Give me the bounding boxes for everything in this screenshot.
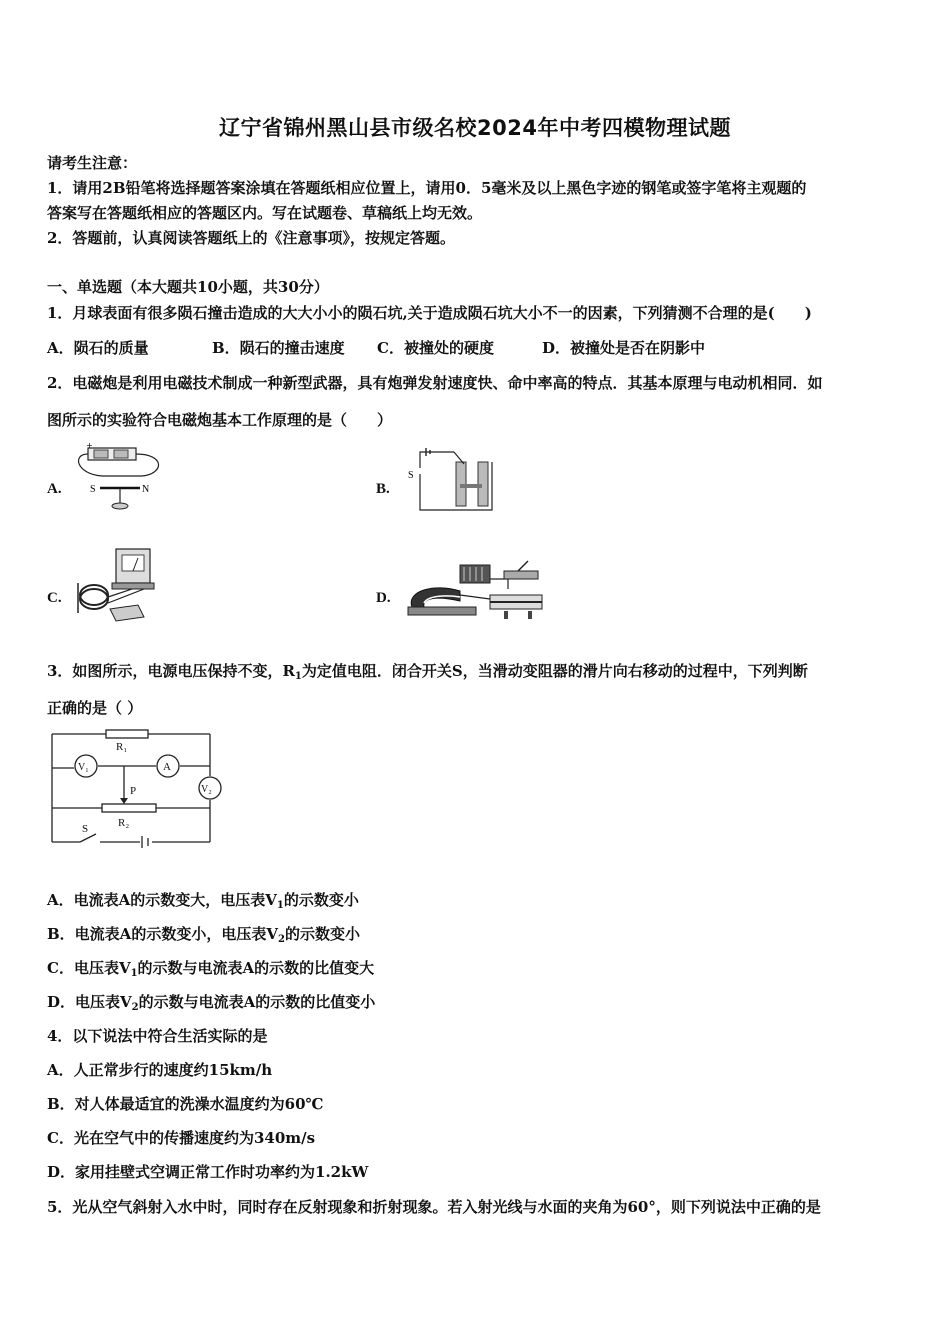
q3-stem-line-1: 3．如图所示，电源电压保持不变，$R_1$为定值电阻．闭合开关S，当滑动变阻器的滑片向右移动的过程中，下列判断 — [47, 662, 808, 682]
r2-label: R₂ — [118, 817, 130, 829]
q4-option-d: D．家用挂壁式空调正常工作时功率约为1.2kW — [47, 1163, 369, 1181]
page-title: 辽宁省锦州黑山县市级名校2024年中考四模物理试题 — [219, 116, 731, 140]
a-label: A — [163, 761, 171, 773]
p-label: P — [130, 785, 137, 797]
notice-line-1: 1．请用2B铅笔将选择题答案涂填在答题纸相应位置上，请用0．5毫米及以上黑色字迹的钢笔或签字笔将主观题的 — [47, 179, 807, 197]
q3-option-d: D．电压表$V_2$的示数与电流表A的示数的比值变小 — [47, 993, 376, 1013]
q3-option-a: A．电流表A的示数变大，电压表$V_1$的示数变小 — [47, 891, 359, 911]
q2-option-a: A. — [47, 481, 62, 497]
s-label: S — [82, 823, 89, 835]
q1-option-b: B．陨石的撞击速度 — [212, 339, 345, 357]
q1-stem: 1．月球表面有很多陨石撞击造成的大大小小的陨石坑,关于造成陨石坑大小不一的因素，下列猜测不合理的是( ) — [47, 304, 812, 322]
notice-line-2: 答案写在答题纸相应的答题区内。写在试题卷、草稿纸上均无效。 — [47, 204, 483, 222]
notice-line-3: 2．答题前，认真阅读答题纸上的《注意事项》，按规定答题。 — [47, 229, 455, 247]
v2-label: V₂ — [201, 784, 212, 795]
q2-stem-line-2: 图所示的实验符合电磁炮基本工作原理的是（ ） — [47, 411, 393, 429]
notice-heading: 请考生注意： — [47, 154, 138, 172]
q2-option-d: D. — [376, 590, 391, 606]
q3-option-b: B．电流表A的示数变小，电压表$V_2$的示数变小 — [47, 925, 360, 945]
q1-option-d: D．被撞处是否在阴影中 — [542, 339, 706, 357]
fig-a-n-label: N — [142, 484, 150, 495]
fig-b-s-label: S — [408, 470, 414, 481]
q2-figure-a — [72, 440, 168, 514]
r1-label: R₁ — [116, 741, 128, 753]
q2-figure-c — [72, 545, 162, 625]
fig-a-s-label: S — [90, 484, 96, 495]
q4-stem: 4．以下说法中符合生活实际的是 — [47, 1027, 268, 1045]
q2-figure-d — [404, 555, 554, 621]
section-heading: 一、单选题（本大题共10小题，共30分） — [47, 278, 329, 296]
q1-option-a: A．陨石的质量 — [47, 339, 149, 357]
q3-option-c: C．电压表$V_1$的示数与电流表A的示数的比值变大 — [47, 959, 375, 979]
q4-option-c: C．光在空气中的传播速度约为340m/s — [47, 1129, 316, 1147]
q4-option-a: A．人正常步行的速度约15km/h — [47, 1061, 273, 1079]
q2-stem-line-1: 2．电磁炮是利用电磁技术制成一种新型武器，具有炮弹发射速度快、命中率高的特点．其基本原理与电动机相同．如 — [47, 374, 823, 392]
q2-option-b: B. — [376, 481, 390, 497]
q3-circuit-diagram — [44, 728, 224, 852]
q4-option-b: B．对人体最适宜的洗澡水温度约为60℃ — [47, 1095, 324, 1113]
q2-option-c: C. — [47, 590, 62, 606]
q3-stem-line-2: 正确的是（ ） — [47, 699, 143, 717]
q1-option-c: C．被撞处的硬度 — [377, 339, 494, 357]
svg-text:+: + — [86, 441, 93, 450]
q5-stem: 5．光从空气斜射入水中时，同时存在反射现象和折射现象。若入射光线与水面的夹角为60°，则下列说法中正确的是 — [47, 1198, 821, 1216]
v1-label: V₁ — [78, 762, 89, 773]
q2-figure-b — [400, 440, 500, 516]
